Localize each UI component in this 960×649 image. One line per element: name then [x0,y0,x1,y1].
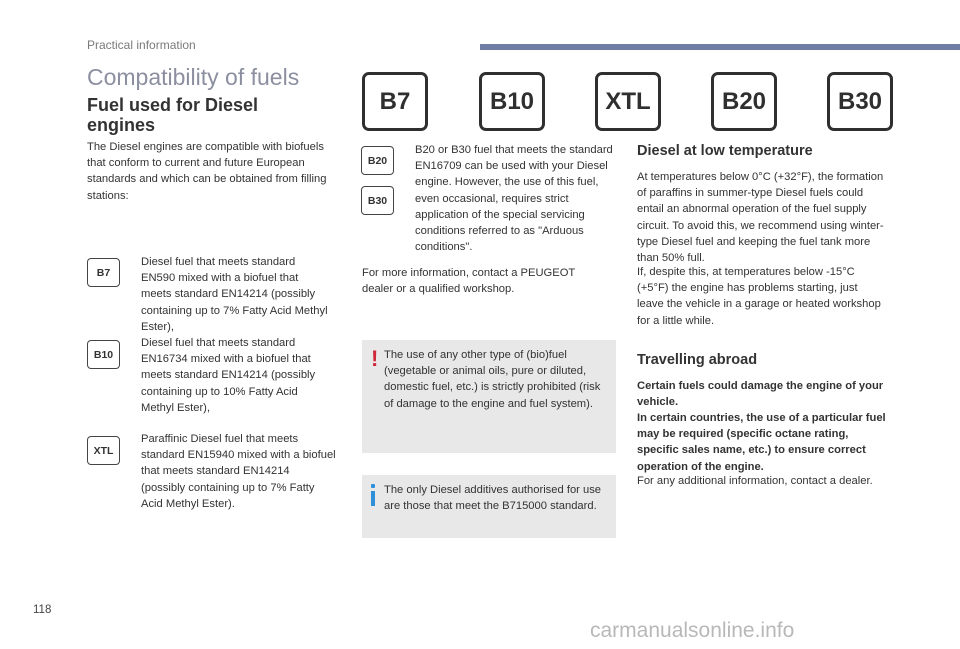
badge-b10-small: B10 [87,340,120,369]
diesel-intro: The Diesel engines are compatible with biofuels that conform to current and future European standards and which can be obtained from filling stations: [87,141,327,202]
info-text: The only Diesel additives authorised for use are those that meet the B715000 standard. [384,484,602,513]
warning-text: The use of any other type of (bio)fuel (vegetable or animal oils, pure or diluted, domestic fuel, etc.) is strictly prohibited (risk of damage to the engine and fuel system). [384,349,601,410]
b20-b30-text: B20 or B30 fuel that meets the standard EN16709 can be used with your Diesel engine. However, the use of this fuel, even occasional, requires strict application of the special servicing conditions referred to as "Arduous conditions". [415,144,613,254]
badge-b30-large: B30 [827,72,893,131]
badge-b7-large: B7 [362,72,428,131]
badge-xtl-large: XTL [595,72,661,131]
info-box [362,475,616,538]
low-temp-heading: Diesel at low temperature [637,143,813,159]
abroad-heading: Travelling abroad [637,352,758,368]
watermark: carmanualsonline.info [590,619,795,642]
fuel-item-b10: Diesel fuel that meets standard EN16734 mixed with a biofuel that meets standard EN14214 (possibly containing up to 10% Fatty Acid Methyl Ester), [141,337,316,414]
page-title: Compatibility of fuels [87,64,300,90]
abroad-bold-1: Certain fuels could damage the engine of your vehicle. [637,380,884,409]
abroad-bold-2: In certain countries, the use of a particular fuel may be required (specific octane rating, specific sales name, etc.) to ensure correct operation of the engine. [637,412,886,473]
abroad-text: For any additional information, contact a dealer. [637,475,873,487]
diesel-heading: Fuel used for Diesel engines [87,95,259,135]
badge-b7-small: B7 [87,258,120,287]
badge-xtl-small: XTL [87,436,120,465]
badge-b30-small: B30 [361,186,394,215]
warning-box [362,340,616,453]
low-temp-text-1: At temperatures below 0°C (+32°F), the formation of paraffins in summer-type Diesel fuels could entail an abnormal operation of the fuel supply circuit. To avoid this, we recommend using winter-type Diesel fuel and keeping the fuel tank more than 50% full. [637,171,884,265]
badge-b20-large: B20 [711,72,777,131]
badge-b20-small: B20 [361,146,394,175]
fuel-item-b7: Diesel fuel that meets standard EN590 mixed with a biofuel that meets standard EN14214 (possibly containing up to 7% Fatty Acid Methyl Ester), [141,256,328,333]
section-header: Practical information [87,38,196,52]
badge-b10-large: B10 [479,72,545,131]
more-info-text: For more information, contact a PEUGEOT dealer or a qualified workshop. [362,267,576,296]
info-icon [369,484,377,506]
fuel-item-xtl: Paraffinic Diesel fuel that meets standard EN15940 mixed with a biofuel that meets standard EN14214 (possibly containing up to 7% Fatty Acid Methyl Ester). [141,433,336,510]
warning-icon: ! [371,346,379,371]
low-temp-text-2: If, despite this, at temperatures below -15°C (+5°F) the engine has problems starting, just leave the vehicle in a garage or heated workshop for a little while. [637,266,881,327]
page-number: 118 [33,604,52,616]
header-bar [480,44,960,50]
